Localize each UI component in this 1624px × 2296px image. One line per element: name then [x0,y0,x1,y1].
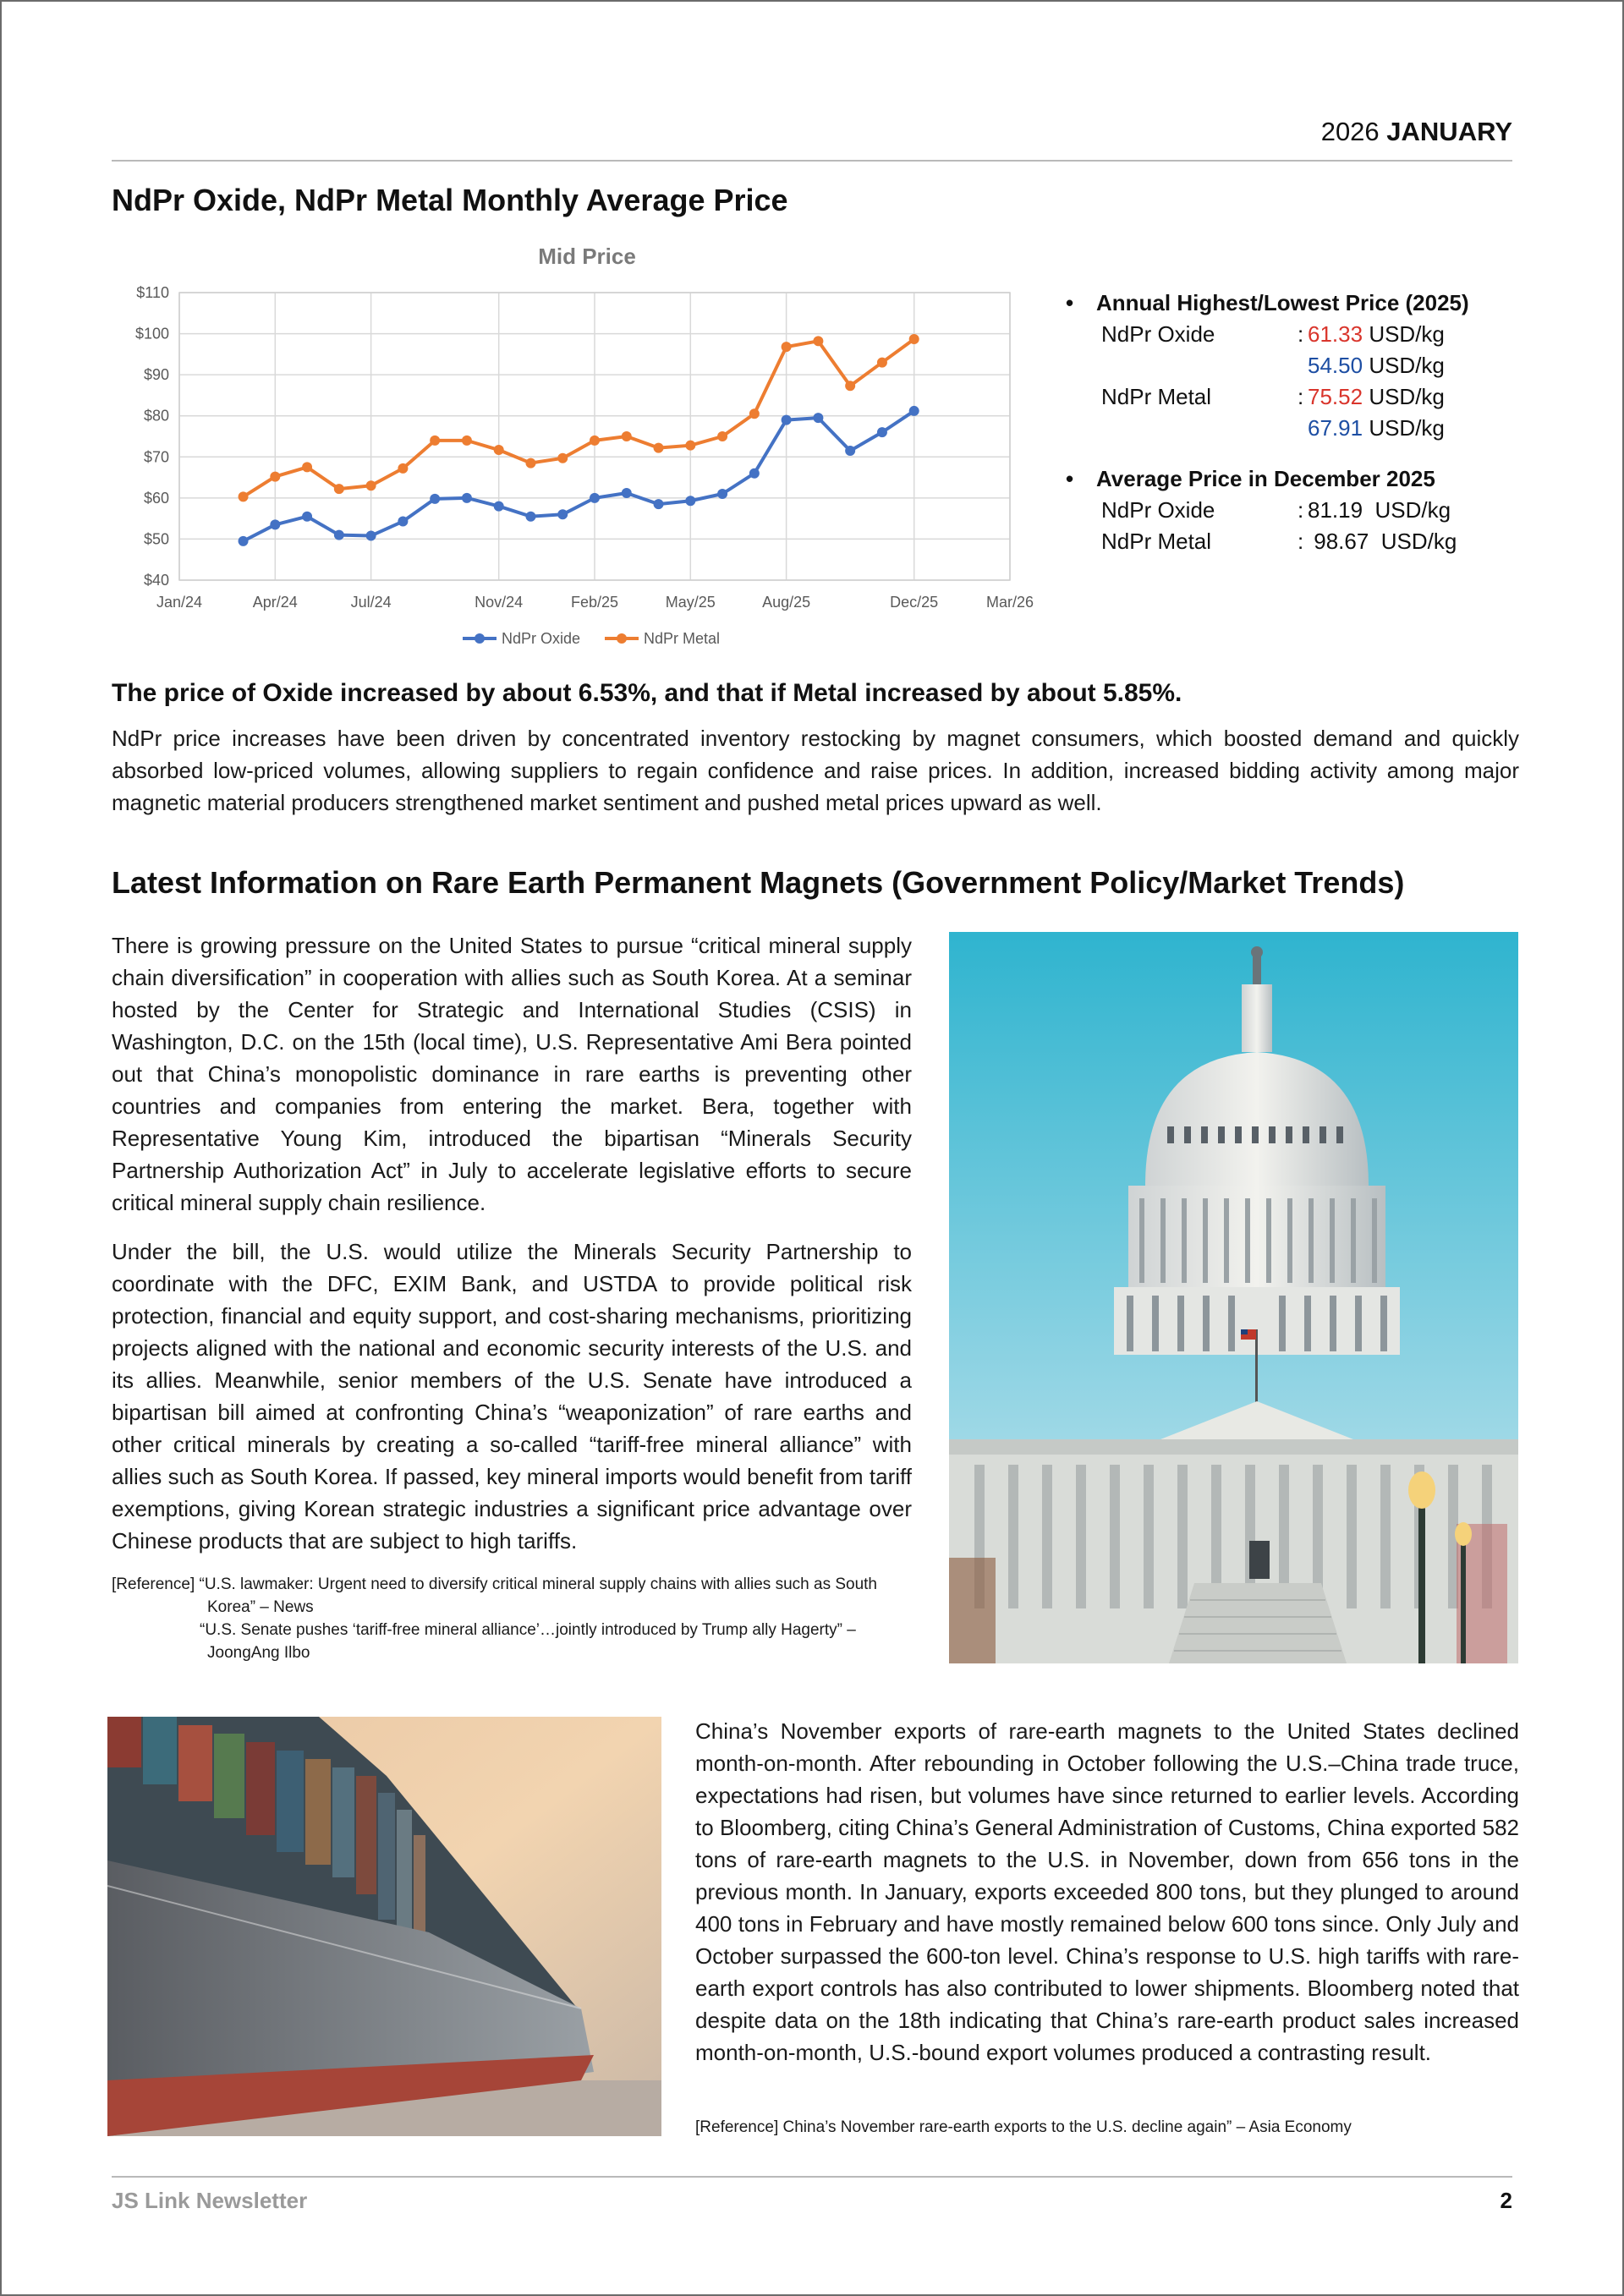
legend-label: NdPr Oxide [502,630,581,647]
chart-point [749,469,760,479]
chart-point [494,445,504,455]
legend-marker [475,633,485,644]
chart-y-tick-label: $60 [143,489,169,507]
chart-point [590,436,600,446]
chart-point [334,530,344,540]
chart-point [430,494,440,504]
chart-point [462,493,472,503]
chart-x-tick-label: Aug/25 [762,594,811,611]
chart-x-tick-label: Jan/24 [156,594,203,611]
bullet-icon: • [1066,466,1074,491]
chart-x-ticks [156,594,1034,611]
chart-x-tick-label: Jul/24 [350,594,392,611]
chart-point [302,512,312,522]
article-paragraph-2: Under the bill, the U.S. would utilize the Minerals Security Partnership to coordinate with the DFC, EXIM Bank, and USTDA to provide political risk protection, financial and equity support, and cost-sharing mechanisms, prioritizing projects aligned with the national and economic security interests of the U.S. and its allies. Meanwhile, senior members of the U.S. Senate have introduced a bipartisan bill aimed at confronting China’s “weaponization” of rare earths and other critical minerals by creating a so-called “tariff-free mineral alliance” with allies such as South Korea. If passed, key mineral imports would benefit from tariff exemptions, giving Korean strategic industries a significant price advantage over Chinese products that are subject to high tariffs. [112,1239,912,1553]
chart-title: Mid Price [538,244,636,269]
chart-point [654,443,664,453]
section-title-magnets: Latest Information on Rare Earth Permanent Magnets (Government Policy/Market Trends) [112,865,1405,900]
chart-point [239,491,249,501]
issue-month: JANUARY [1386,117,1512,146]
chart-point [525,512,535,522]
price-summary-paragraph: NdPr price increases have been driven by concentrated inventory restocking by magnet consumers, which boosted demand and quickly absorbed low-priced volumes, allowing suppliers to regain confidence and raise prices. In addition, increased bidding activity among major magnetic material producers strengthened market sentiment and pushed metal prices upward as well. [112,726,1519,815]
chart-point [909,334,919,344]
chart-point [270,472,280,482]
chart-x-tick-label: Nov/24 [475,594,524,611]
chart-x-tick-label: Feb/25 [570,594,619,611]
chart-x-tick-label: Dec/25 [890,594,939,611]
annual-metal-high-row: NdPr Metal : 75.52 USD/kg [1066,381,1539,413]
chart-point [845,381,855,391]
chart-y-tick-label: $80 [143,407,169,425]
legend-label: NdPr Metal [644,630,721,647]
metal-high-value: 75.52 [1308,384,1363,409]
chart-y-tick-label: $100 [134,325,169,342]
avg-oxide-label: NdPr Oxide [1101,497,1215,523]
chart-point [749,408,760,419]
oxide-high-value: 61.33 [1308,321,1363,347]
article-paragraph-3: China’s November exports of rare-earth magnets to the United States declined month-on-month. After rebounding in October following the U.S.–China trade truce, expectations had risen, but volumes have since returned to earlier levels. According to Bloomberg, citing China’s General Administration of Customs, China exported 582 tons of rare-earth magnets to the U.S. in November, down from 656 tons in the previous month. In January, exports exceeded 800 tons, but they plunged to around 400 tons in February and have mostly remained below 600 tons since. Only July and October surpassed the 600-ton level. China’s response to U.S. high tariffs with rare-earth export controls has also contributed to lower shipments. Bloomberg noted that despite data on the 18th indicating that China’s rare-earth product sales increased month-on-month, U.S.-bound export volumes produced a contrasting result. [695,1718,1519,2065]
chart-point [270,519,280,529]
annual-oxide-low-row: 54.50 USD/kg [1066,350,1539,381]
chart-point [654,499,664,509]
chart-point [782,342,792,352]
issue-date [1321,117,1512,147]
capitol-building-photo [949,932,1518,1663]
issue-year: 2026 [1320,117,1380,146]
chart-point [717,489,727,499]
annual-title: Annual Highest/Lowest Price (2025) [1096,290,1469,315]
average-title: Average Price in December 2025 [1096,466,1435,491]
article-paragraph-1: There is growing pressure on the United States to pursue “critical mineral supply chain diversification” in cooperation with allies such as South Korea. At a seminar hosted by the Center for Strategic and International Studies (CSIS) in Washington, D.C. on the 15th (local time), U.S. Representative Ami Bera pointed out that China’s monopolistic dominance in rare earths is preventing other countries and companies from entering the market. Bera, together with Representative Young Kim, introduced the bipartisan “Minerals Security Partnership Authorization Act” in July to accelerate legislative efforts to secure critical mineral supply chain resilience. [112,933,912,1215]
chart-legend [463,630,720,647]
annual-metal-low-row: 67.91 USD/kg [1066,413,1539,444]
avg-metal-row: NdPr Metal : 98.67 USD/kg [1066,526,1539,557]
chart-y-ticks [135,284,169,589]
chart-point [813,336,823,346]
chart-y-tick-label: $70 [143,448,169,466]
chart-x-tick-label: Apr/24 [252,594,298,611]
chart-y-tick-label: $50 [143,530,169,548]
chart-point [813,413,823,423]
avg-metal-value: 98.67 [1314,529,1369,554]
chart-point [462,436,472,446]
chart-series-line-ndpr-oxide [244,411,914,541]
chart-point [557,509,568,519]
header-rule [112,160,1512,162]
price-line-chart [112,235,1059,658]
section-title-price: NdPr Oxide, NdPr Metal Monthly Average Price [112,183,788,217]
chart-x-tick-label: May/25 [665,594,716,611]
chart-x-tick-label: Mar/26 [985,594,1034,611]
container-ship-photo [107,1717,661,2136]
reference-1: [Reference] “U.S. lawmaker: Urgent need to diversify critical mineral supply chains with allies such as South Korea” – News “U.S. Senate pushes ‘tariff-free mineral alliance’…jointly introduced by Trump ally Hagerty” – JoongAng Ilbo [112,1575,877,1662]
reference-2: [Reference] China’s November rare-earth exports to the U.S. decline again” – Asia Economy [695,2118,1352,2136]
metal-low-value: 67.91 [1308,415,1363,441]
chart-point [557,453,568,463]
metal-label: NdPr Metal [1101,384,1212,409]
footer-rule [112,2176,1512,2178]
chart-point [494,501,504,512]
avg-oxide-value: 81.19 [1308,497,1363,523]
chart-point [398,463,408,474]
chart-point [685,441,695,451]
chart-y-tick-label: $90 [143,366,169,384]
chart-point [430,436,440,446]
annual-heading [1066,288,1539,319]
chart-point [877,427,887,437]
chart-point [845,446,855,456]
chart-series [239,334,919,546]
chart-point [877,358,887,368]
chart-y-tick-label: $40 [143,572,169,589]
chart-point [239,536,249,546]
chart-point [398,517,408,527]
chart-point [366,531,376,541]
chart-point [334,484,344,494]
annual-oxide-high-row: NdPr Oxide : 61.33 USD/kg [1066,319,1539,350]
chart-point [525,458,535,469]
chart-point [302,462,312,472]
chart-point [685,496,695,506]
newsletter-name: JS Link Newsletter [112,2188,308,2213]
page-number: 2 [1500,2188,1512,2213]
chart-point [590,493,600,503]
average-heading [1066,463,1539,495]
oxide-label: NdPr Oxide [1101,321,1215,347]
avg-oxide-row: NdPr Oxide : 81.19 USD/kg [1066,495,1539,526]
chart-point [909,406,919,416]
oxide-low-value: 54.50 [1308,353,1363,378]
chart-point [782,415,792,425]
chart-point [622,488,632,498]
bullet-icon: • [1066,290,1074,315]
legend-marker [617,633,627,644]
chart-y-tick-label: $110 [136,284,169,301]
price-stats [1066,288,1539,557]
chart-point [622,431,632,441]
price-summary-lead: The price of Oxide increased by about 6.53%, and that if Metal increased by about 5.85%. [112,679,1182,707]
chart-point [366,480,376,490]
chart-point [717,431,727,441]
avg-metal-label: NdPr Metal [1101,529,1212,554]
